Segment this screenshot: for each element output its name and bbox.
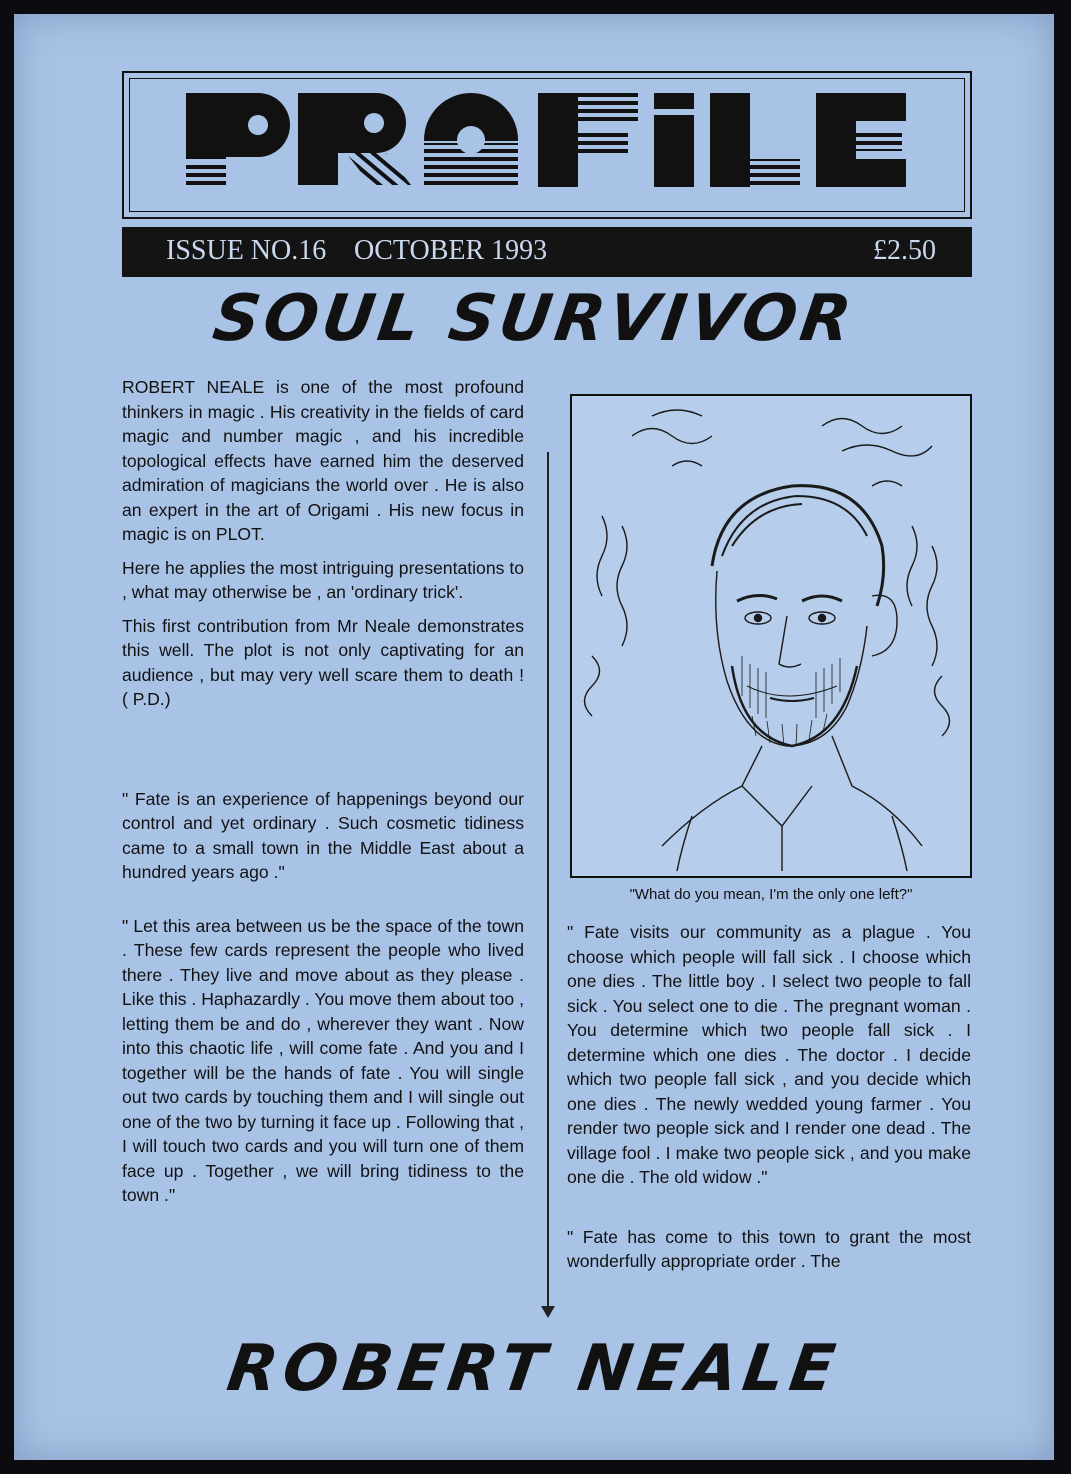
spacer xyxy=(122,894,524,914)
spacer xyxy=(567,1199,971,1225)
issue-price: £2.50 xyxy=(873,235,936,266)
continue-arrow-icon xyxy=(541,1306,555,1318)
quote-paragraph-4: " Fate has come to this town to grant the most wonderfully appropriate order . The xyxy=(567,1226,971,1271)
quote-paragraph-1: " Fate is an experience of happenings beyond our control and yet ordinary . Such cosmetic tidiness came to a small town in the Middle East about a hundred years ago ." xyxy=(122,788,524,882)
profile-logo xyxy=(186,85,906,195)
article-byline: ROBERT NEALE xyxy=(222,1332,846,1406)
portrait-illustration xyxy=(570,394,972,878)
masthead-frame xyxy=(122,71,972,219)
quote-paragraph-3: " Fate visits our community as a plague . You choose which people will fall sick . I choose which one dies . The little boy . I select two people to fall sick . You select one to die . The pregnant woman . You determine which two people fall sick . I determine which one dies . The doctor . I decide which two people fall sick , and you decide which one dies . The newly wedded young farmer . You render two people sick and I render one dead . The village fool . I make two people sick , and you make one die . The old widow ." xyxy=(567,922,971,1187)
intro-paragraph-2: Here he applies the most intriguing presentations to , what may otherwise be , an 'ordinary trick'. xyxy=(122,557,524,602)
issue-date: OCTOBER 1993 xyxy=(354,235,548,266)
spacer xyxy=(122,721,524,787)
portrait-drawing xyxy=(572,396,970,876)
quote-paragraph-2: " Let this area between us be the space of the town . These few cards represent the people who lived there . They live and move about as they please . Like this . Haphazardly . You move them about too , letting them be and do , wherever they want . Now into this chaotic life , will come fate . And you and I together will be the hands of fate . You will single out two cards by touching them and I will single out one of the two by turning it face up . Following that , I will touch two cards and you will turn one of them face up . Together , we will bring tidiness to the town ." xyxy=(122,915,524,1205)
issue-bar xyxy=(122,227,972,277)
intro-paragraph-1: ROBERT NEALE is one of the most profound thinkers in magic . His creativity in the fields of card magic and number magic , and his incredible topological effects have earned him the deserved admiration of magicians the world over . He is also an expert in the art of Origami . His new focus in magic is on PLOT. xyxy=(122,377,524,544)
magazine-cover xyxy=(14,14,1054,1460)
illustration-caption: "What do you mean, I'm the only one left?" xyxy=(629,886,913,903)
right-column xyxy=(567,920,971,1283)
column-divider xyxy=(547,452,549,1312)
left-column xyxy=(122,375,524,1217)
article-title: SOUL SURVIVOR xyxy=(208,282,860,356)
intro-paragraph-3: This first contribution from Mr Neale demonstrates this well. The plot is not only captivating for an audience , but may very well scare them to death ! ( P.D.) xyxy=(122,615,524,709)
issue-number: ISSUE NO.16 xyxy=(166,235,327,266)
